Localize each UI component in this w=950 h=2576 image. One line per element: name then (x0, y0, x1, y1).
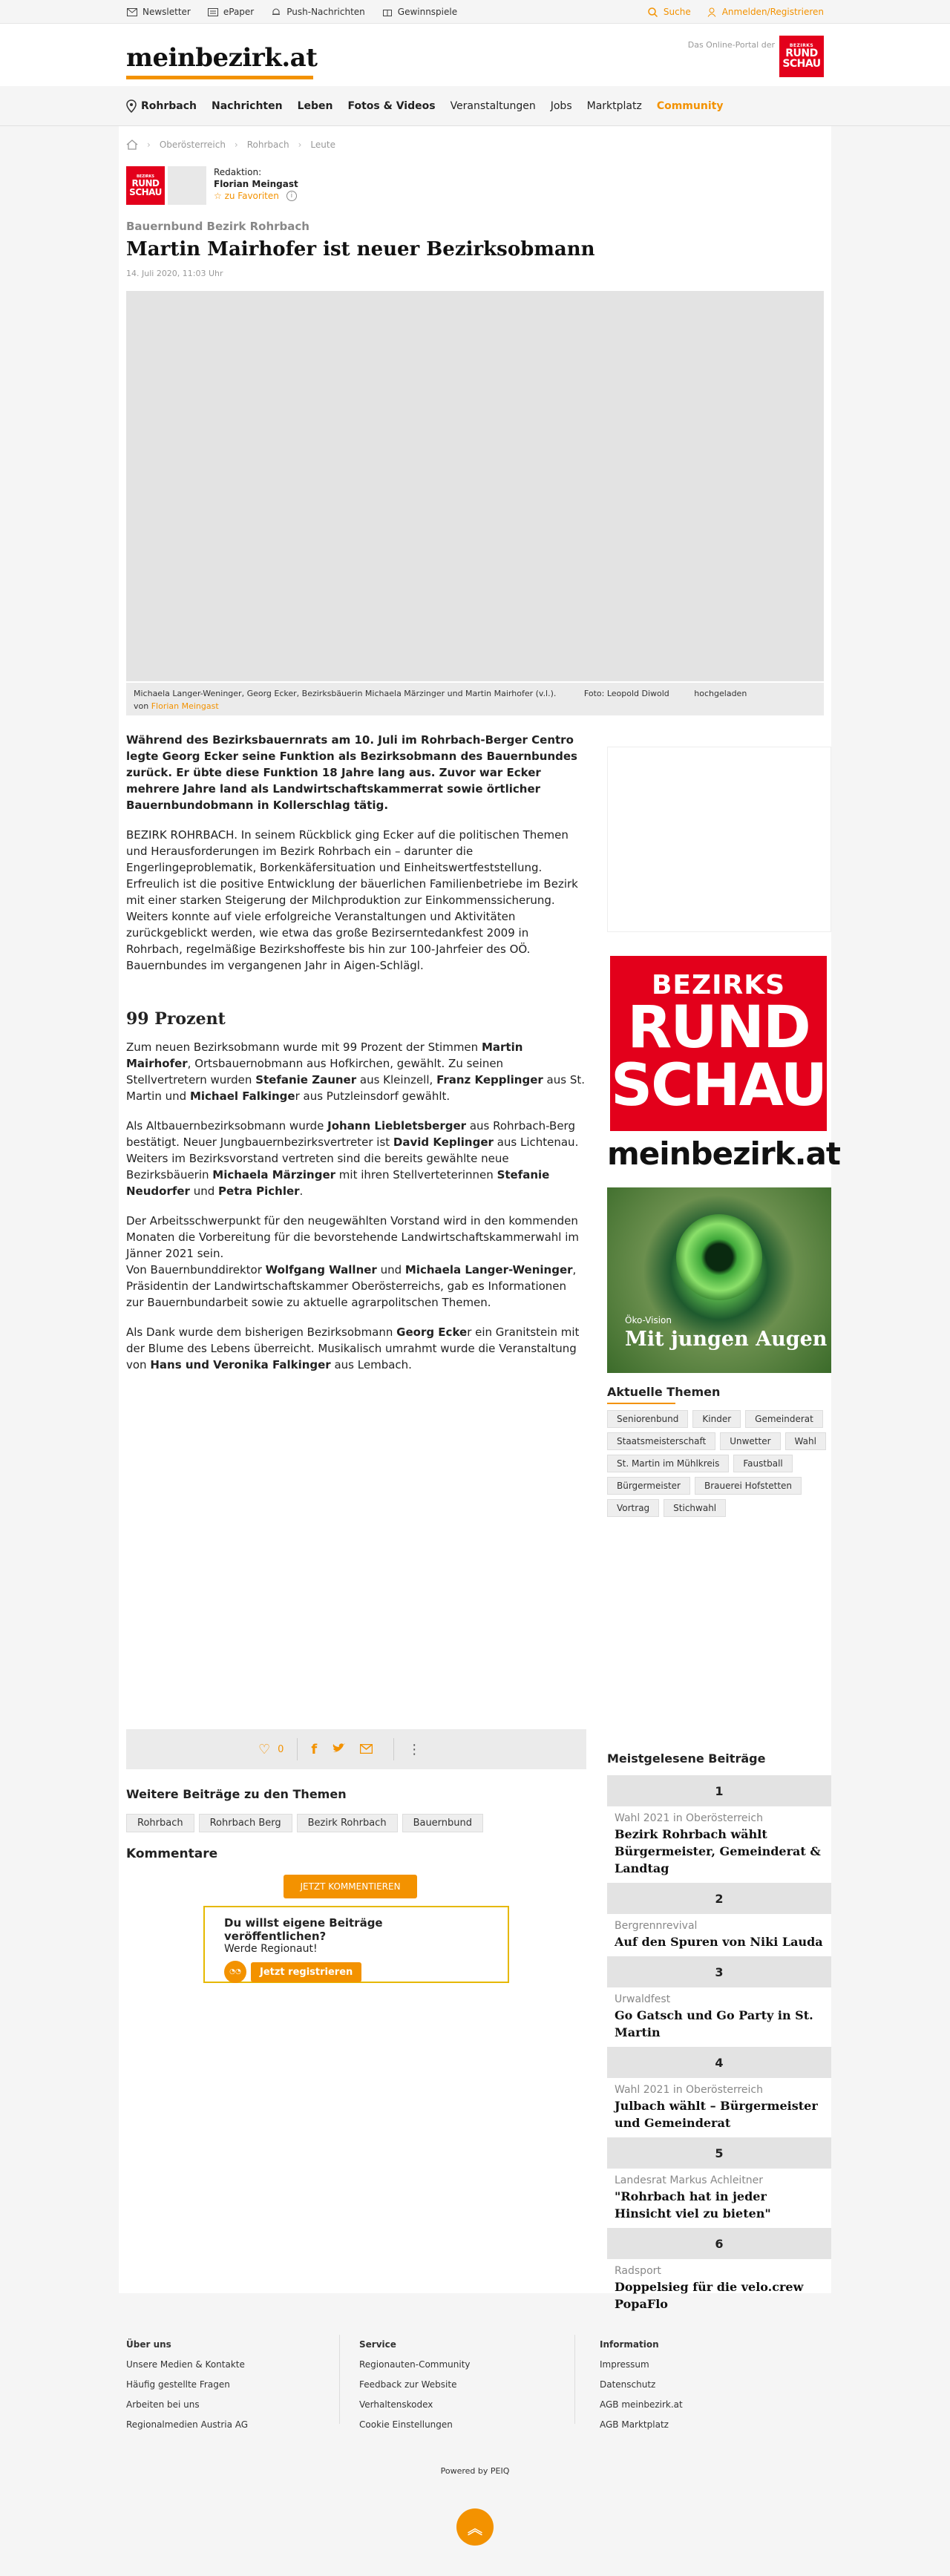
nav-item-fotos-videos[interactable]: Fotos & Videos (347, 100, 436, 112)
item-category: Wahl 2021 in Oberösterreich (615, 1812, 763, 1824)
bell-icon (270, 7, 282, 16)
article-paragraph: Der Arbeitsschwerpunkt für den neugewählten Vorstand wird in den kommenden Monaten die Vorbereitung für die bevorstehende Landwirtschaftskammerwahl im Jänner 2021 sein. Von Bauernbunddirektor Wolfgang Wallner und Michaela Langer-Weninger, Präsidentin der Landwirtschaftskammer Oberösterreichs, gab es Informationen zur Bauernbundarbeit sowie zu aktuelle agrarpolitschen Themen. (126, 1214, 580, 1309)
sidebar-brand-logo[interactable] (607, 956, 831, 1134)
chevron-up-icon: ︽ (468, 2519, 482, 2537)
theme-tag[interactable]: Rohrbach (126, 1814, 194, 1832)
nav-item-marktplatz[interactable]: Marktplatz (586, 100, 642, 112)
epaper-label: ePaper (223, 7, 255, 17)
topic-tag[interactable]: Stichwahl (664, 1499, 726, 1517)
footer-heading: Information (600, 2339, 659, 2350)
theme-tag[interactable]: Bauernbund (402, 1814, 483, 1832)
main-nav (0, 86, 950, 126)
footer-link[interactable]: AGB meinbezirk.at (600, 2399, 683, 2410)
topic-tag[interactable]: Staatsmeisterschaft (607, 1432, 715, 1450)
scroll-to-top-button[interactable] (456, 2508, 494, 2546)
page-title: Martin Mairhofer ist neuer Bezirksobmann (126, 238, 595, 260)
search-icon (647, 7, 659, 16)
newsletter-label: Newsletter (142, 7, 191, 17)
more-options-button[interactable] (394, 1729, 434, 1769)
author-role: Redaktion: (214, 167, 262, 177)
rank-number: 5 (607, 2137, 831, 2169)
newspaper-icon (207, 7, 219, 16)
caption-uploader-link[interactable]: Florian Meingast (151, 701, 219, 711)
site-footer (119, 2293, 831, 2576)
breadcrumb-item[interactable]: Rohrbach (246, 140, 289, 150)
article-body (126, 732, 586, 1386)
gewinnspiele-link[interactable] (381, 7, 457, 17)
brand-line-2: SCHAU (610, 1052, 826, 1119)
topic-tag[interactable]: Unwetter (720, 1432, 780, 1450)
footer-link[interactable]: Regionalmedien Austria AG (126, 2419, 249, 2430)
article-date: 14. Juli 2020, 11:03 Uhr (126, 269, 223, 278)
article-paragraph: Als Altbauernbezirksobmann wurde Johann Liebletsberger aus Rohrbach-Berg bestätigt. Neuer Jungbauernbezirksvertreter ist David Keplinger aus Lichtenau. Weiters im Bezirksvorstand vertreten sind die bereits gewählte neue Bezirksbäuerin Michaela Märzinger mit ihren Stellverteterinnen Stefanie Neudorfer und Petra Pichler. (126, 1119, 579, 1198)
share-group (298, 1729, 393, 1769)
star-icon: ☆ (214, 191, 225, 201)
comment-button[interactable]: JETZT KOMMENTIEREN (284, 1875, 417, 1898)
footer-col-service (359, 2335, 471, 2435)
rank-number: 1 (607, 1775, 831, 1806)
item-category: Radsport (615, 2265, 661, 2277)
breadcrumb-item[interactable]: Leute (310, 140, 335, 150)
article-kicker: Bauernbund Bezirk Rohrbach (126, 220, 309, 233)
powered-by[interactable]: Powered by PEIQ (440, 2466, 510, 2476)
author-logo-l2: SCHAU (129, 186, 162, 197)
mail-icon (126, 7, 138, 16)
topic-tag[interactable]: Bürgermeister (607, 1477, 690, 1495)
regionaut-icon: ◔◔ (224, 1961, 246, 1983)
more-vertical-icon: ⋮ (407, 1741, 422, 1757)
topic-tag[interactable]: Brauerei Hofstetten (695, 1477, 802, 1495)
rank-number: 2 (607, 1883, 831, 1914)
most-read-item[interactable] (607, 2047, 831, 2137)
topic-tag[interactable]: Seniorenbund (607, 1410, 688, 1428)
header-tagline: Das Online-Portal der (687, 40, 775, 50)
author-name[interactable]: Florian Meingast (214, 179, 298, 189)
avatar[interactable] (168, 166, 206, 205)
top-bar (0, 0, 950, 24)
breadcrumb (126, 140, 335, 150)
item-category: Urwaldfest (615, 1993, 671, 2005)
nav-location-label: Rohrbach (141, 100, 197, 112)
author-logo[interactable] (126, 166, 165, 205)
most-read-item[interactable] (607, 1883, 831, 1956)
footer-divider (339, 2335, 340, 2424)
like-count: 0 (278, 1743, 284, 1755)
search-link[interactable] (647, 7, 691, 17)
home-icon[interactable] (126, 140, 138, 150)
logo-underline (126, 76, 313, 79)
footer-link[interactable]: AGB Marktplatz (600, 2419, 669, 2430)
ad-small-text: Öko-Vision (625, 1315, 672, 1325)
meistgelesen-list (607, 1775, 831, 2318)
twitter-icon[interactable] (332, 1742, 345, 1757)
rank-number: 6 (607, 2228, 831, 2259)
most-read-item[interactable] (607, 1956, 831, 2047)
item-title[interactable]: Julbach wählt – Bürgermeister und Gemeinderat (615, 2099, 818, 2130)
caption-uploaded-by: von (134, 701, 149, 711)
item-category: Bergrennrevival (615, 1920, 698, 1932)
footer-link[interactable]: Cookie Einstellungen (359, 2419, 453, 2430)
aktuelle-themen-heading: Aktuelle Themen (607, 1385, 721, 1399)
item-category: Landesrat Markus Achleitner (615, 2174, 764, 2186)
item-category: Wahl 2021 in Oberösterreich (615, 2084, 763, 2096)
topic-tag[interactable]: St. Martin im Mühlkreis (607, 1455, 729, 1472)
gift-icon (381, 7, 393, 16)
user-icon (706, 7, 718, 16)
push-link[interactable] (270, 7, 365, 17)
email-share-icon[interactable] (360, 1742, 373, 1757)
item-title[interactable]: Auf den Spuren von Niki Lauda (615, 1935, 823, 1949)
hero-image[interactable] (126, 291, 824, 681)
epaper-link[interactable] (207, 7, 254, 17)
article-paragraph: Zum neuen Bezirksobmann wurde mit 99 Prozent der Stimmen Martin Mairhofer, Ortsbauernobmann aus Hofkirchen, gewählt. Zu seinen Stellvertretern wurden Stefanie Zauner aus Kleinzell, Franz Kepplinger aus St. Martin und Michael Falkinger aus Putzleinsdorf gewählt. (126, 1040, 586, 1103)
nav-item-community[interactable]: Community (656, 100, 724, 112)
article-paragraph: BEZIRK ROHRBACH. In seinem Rückblick ging Ecker auf die politischen Themen und Herausforderungen im Bezirk Rohrbach ein – darunter die Engerlingeproblematik, Borkenkäfersituation und Einheitswertfeststellung. Erfreulich ist die positive Entwicklung der bäuerlichen Familienbetriebe im Bezirk mit einer starken Steigerung der Milchproduktion zur Einkommenssicherung. Weiters konnte auf viele erfolgreiche Veranstaltungen und Aktivitäten zurückgeblickt werden, wie etwa das große Bezirserntedankfest 2009 in Rohrbach, regelmäßige Bezirkshoffeste bis hin zur 100-Jahrfeier des OÖ. Bauernbundes im vergangenen Jahr in Aigen-Schlägl. (126, 828, 578, 972)
facebook-icon[interactable]: f (311, 1741, 318, 1757)
topic-tag[interactable]: Gemeinderat (745, 1410, 823, 1428)
author-meta (214, 166, 298, 205)
caption-text: Michaela Langer-Weninger, Georg Ecker, Bezirksbäuerin Michaela Märzinger und Martin Mairhofer (v.l.). (134, 689, 557, 698)
aktuelle-underline (607, 1403, 675, 1404)
themes-tags (126, 1814, 488, 1832)
footer-heading: Service (359, 2339, 396, 2350)
register-box (203, 1906, 509, 1983)
nav-location[interactable] (126, 99, 197, 113)
content-card (119, 126, 840, 2311)
author-logo-l1: RUND (131, 177, 160, 189)
topic-tag[interactable]: Vortrag (607, 1499, 659, 1517)
theme-tag[interactable]: Rohrbach Berg (199, 1814, 292, 1832)
most-read-item[interactable] (607, 2137, 831, 2228)
item-title[interactable]: Bezirk Rohrbach wählt Bürgermeister, Gemeinderat & Landtag (615, 1827, 821, 1875)
rundschau-logo[interactable] (779, 36, 824, 77)
search-label: Suche (663, 7, 691, 17)
push-label: Push-Nachrichten (286, 7, 365, 17)
ad-headline: Mit jungen Augen (625, 1328, 828, 1351)
topic-tag[interactable]: Wahl (785, 1432, 826, 1450)
topic-tag[interactable]: Kinder (692, 1410, 741, 1428)
register-title: Du willst eigene Beiträge veröffentlichen? (224, 1916, 383, 1943)
nav-item-nachrichten[interactable]: Nachrichten (212, 100, 283, 112)
footer-divider (574, 2335, 575, 2424)
footer-link[interactable]: Unsere Medien & Kontakte (126, 2359, 245, 2370)
footer-col-info (600, 2335, 683, 2435)
eye-ad-banner[interactable] (607, 1187, 831, 1373)
aktuelle-themen-tags (607, 1410, 831, 1521)
site-logo[interactable]: meinbezirk.at (126, 43, 318, 73)
gewinnspiele-label: Gewinnspiele (397, 7, 458, 17)
brand-line-1: RUND (627, 994, 810, 1061)
footer-link[interactable]: Impressum (600, 2359, 649, 2370)
action-bar (126, 1729, 586, 1769)
ad-slot[interactable] (607, 747, 831, 932)
breadcrumb-separator: › (234, 140, 238, 150)
nav-item-veranstaltungen[interactable]: Veranstaltungen (450, 100, 536, 112)
rundschau-logo-l1: RUND (785, 47, 818, 59)
item-title[interactable]: Doppelsieg für die velo.crew PopaFlo (615, 2280, 804, 2311)
footer-link[interactable]: Datenschutz (600, 2379, 656, 2390)
brand-line-0: BEZIRKS (651, 970, 786, 1000)
nav-item-jobs[interactable]: Jobs (550, 100, 572, 112)
eye-graphic (676, 1214, 762, 1300)
footer-link[interactable]: Verhaltenskodex (359, 2399, 433, 2410)
rank-number: 4 (607, 2047, 831, 2078)
caption-photo-credit: Foto: Leopold Diwold (583, 689, 669, 698)
newsletter-link[interactable] (126, 7, 191, 17)
footer-link[interactable]: Regionauten-Community (359, 2359, 471, 2370)
breadcrumb-separator: › (298, 140, 302, 150)
sidebar-brand-text[interactable]: meinbezirk.at (607, 1135, 840, 1172)
footer-link[interactable]: Häufig gestellte Fragen (126, 2379, 230, 2390)
heart-icon: ♡ (258, 1741, 271, 1757)
login-label: Anmelden/Registrieren (721, 7, 824, 17)
favorite-label: zu Favoriten (224, 191, 279, 201)
location-pin-icon (126, 99, 137, 113)
item-title[interactable]: "Rohrbach hat in jeder Hinsicht viel zu bieten" (615, 2189, 771, 2221)
rundschau-logo-l2: SCHAU (782, 58, 821, 70)
breadcrumb-item[interactable]: Oberösterreich (159, 140, 226, 150)
register-button[interactable]: Jetzt registrieren (251, 1962, 361, 1982)
favorite-button[interactable] (214, 190, 298, 202)
article-lead: Während des Bezirksbauernrats am 10. Juli im Rohrbach-Berger Centro legte Georg Ecker seine Funktion als Bezirksobmann des Bauernbundes zurück. Er übte diese Funktion 18 Jahre lang aus. Zuvor war Ecker mehrere Jahre land als Landwirtschaftskammerrat sowie örtlicher Bauernbundobmann in Kollerschlag tätig. (126, 733, 577, 812)
item-title[interactable]: Go Gatsch und Go Party in St. Martin (615, 2008, 813, 2039)
login-link[interactable] (706, 7, 824, 17)
comments-heading: Kommentare (126, 1846, 218, 1861)
image-caption (126, 683, 824, 715)
footer-link[interactable]: Arbeiten bei uns (126, 2399, 200, 2410)
info-icon[interactable]: i (286, 191, 297, 201)
register-subtitle: Werde Regionaut! (224, 1943, 318, 1955)
article-subheading: 99 Prozent (126, 1009, 226, 1029)
like-button[interactable] (245, 1729, 297, 1769)
author-logo-top: BEZIRKS (136, 174, 155, 179)
footer-heading: Über uns (126, 2339, 171, 2350)
footer-col-about (126, 2335, 248, 2435)
article-paragraph: Als Dank wurde dem bisherigen Bezirksobmann Georg Ecker ein Granitstein mit der Blume des Lebens überreicht. Musikalisch umrahmt wurde die Veranstaltung von Hans und Veronika Falkinger aus Lembach. (126, 1325, 580, 1371)
nav-item-leben[interactable]: Leben (297, 100, 333, 112)
themes-heading: Weitere Beiträge zu den Themen (126, 1787, 347, 1801)
site-header (0, 24, 950, 86)
caption-uploaded: hochgeladen (694, 689, 747, 698)
author-box (126, 166, 298, 205)
footer-link[interactable]: Feedback zur Website (359, 2379, 457, 2390)
rundschau-logo-top: BEZIRKS (789, 43, 814, 48)
theme-tag[interactable]: Bezirk Rohrbach (297, 1814, 398, 1832)
topic-tag[interactable]: Faustball (733, 1455, 792, 1472)
breadcrumb-separator: › (147, 140, 151, 150)
rank-number: 3 (607, 1956, 831, 1987)
meistgelesen-heading: Meistgelesene Beiträge (607, 1751, 766, 1766)
most-read-item[interactable] (607, 1775, 831, 1883)
